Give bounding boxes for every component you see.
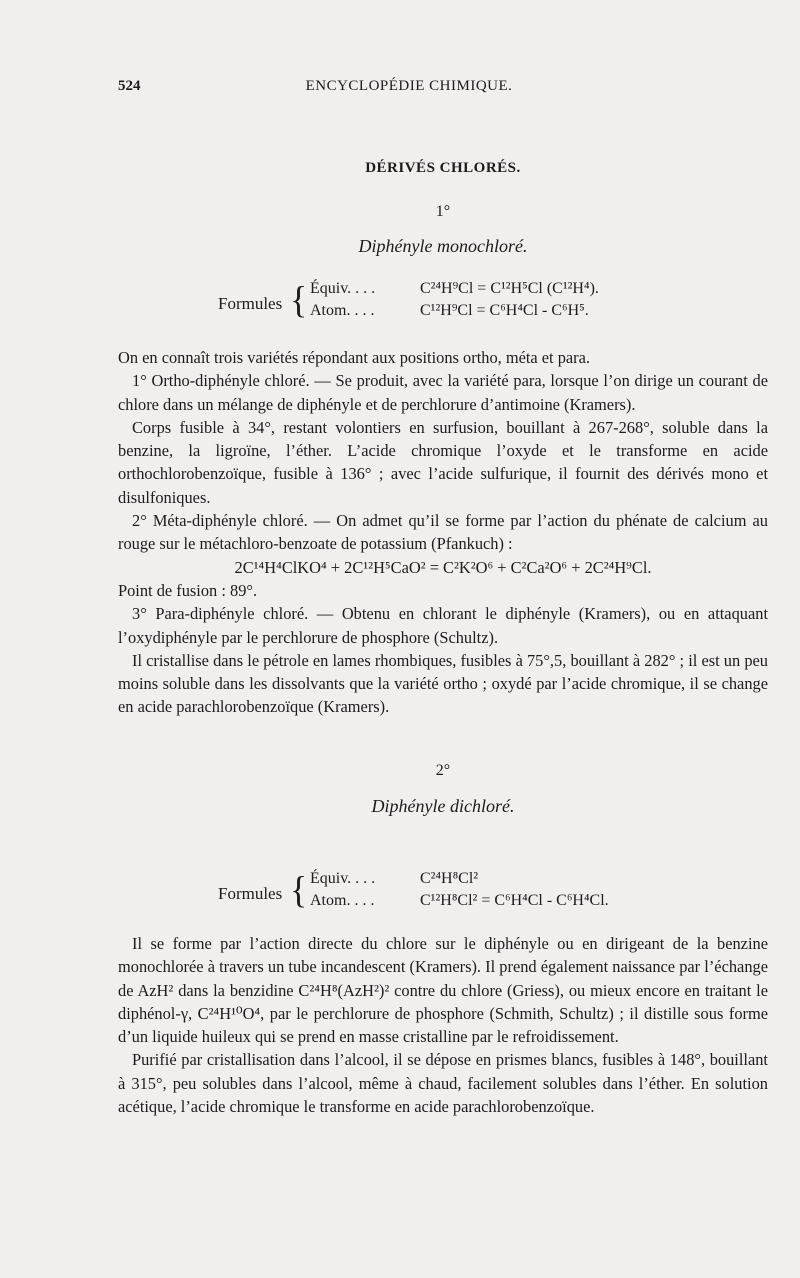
paragraph: Il cristallise dans le pétrole en lames rhombiques, fusibles à 75°,5, bouillant à 282° ; il est un peu moins soluble dans les dissolvants que la variété ortho ; oxydé par l’acide chromique, il se change en acide parachlorobenzoïque (Kramers). (118, 650, 768, 717)
part1-title: Diphényle monochloré. (358, 236, 528, 256)
atom-value: C¹²H⁹Cl = C⁶H⁴Cl - C⁶H⁵. (420, 302, 589, 319)
brace-glyph: { (290, 869, 308, 911)
paragraph: 2° Méta-diphényle chloré. — On admet qu’il se forme par l’action du phénate de calcium au rouge sur le métachloro-benzoate de potassium (Pfankuch) : (118, 511, 768, 554)
running-title: ENCYCLOPÉDIE CHIMIQUE. (305, 78, 513, 94)
paragraph: 3° Para-diphényle chloré. — Obtenu en chlorant le diphényle (Kramers), ou en attaquant l’oxydiphényle par le perchlorure de phosphore (Schultz). (118, 604, 768, 647)
paragraph: Corps fusible à 34°, restant volontiers en surfusion, bouillant à 267-268°, soluble dans la benzine, la ligroïne, l’éther. L’acide chromique l’oxyde et le transforme en acide orthochlorobenzoïque, fusible à 136° ; avec l’acide sulfurique, il fournit des dérivés mono et disulfoniques. (118, 417, 768, 507)
part2-number: 2° (435, 762, 451, 779)
equiv-key: Équiv. . . . (310, 280, 376, 297)
section-title: DÉRIVÉS CHLORÉS. (365, 160, 521, 176)
part1-text (118, 346, 768, 719)
reaction-equation: 2C¹⁴H⁴ClKO⁴ + 2C¹²H⁵CaO² = C²K²O⁶ + C²Ca²O⁶ + 2C²⁴H⁹Cl. (234, 557, 652, 577)
equiv-key: Équiv. . . . (310, 870, 376, 887)
atom-key: Atom. . . . (310, 302, 375, 319)
formulas-label: Formules (218, 294, 283, 313)
equiv-formula-row (310, 280, 599, 298)
paragraph: Purifié par cristallisation dans l’alcool, il se dépose en prismes blancs, fusibles à 148°, bouillant à 315°, peu solubles dans l’alcool, même à chaud, facilement solubles dans l’éther. En solution acétique, l’acide chromique le transforme en acide parachlorobenzoïque. (118, 1050, 768, 1117)
page-number: 524 (118, 78, 141, 94)
part2-title: Diphényle dichloré. (371, 796, 515, 816)
paragraph: Il se forme par l’action directe du chlore sur le diphényle ou en dirigeant de la benzine monochlorée à travers un tube incandescent (Kramers). Il prend également naissance par l’échange de AzH² dans la benzidine C²⁴H⁸(AzH²)² contre du chlore (Griess), ou mieux encore en traitant le diphénol-γ, C²⁴H¹⁰O⁴, par le perchlorure de phosphore (Schmith, Schultz) ; il distille sous forme d’un liquide huileux qui se prend en masse cristalline par le refroidissement. (118, 934, 768, 1047)
running-header (118, 78, 700, 98)
brace-glyph: { (290, 279, 308, 321)
part2-text (118, 932, 768, 1118)
part1-number: 1° (435, 203, 451, 220)
atom-value: C¹²H⁸Cl² = C⁶H⁴Cl - C⁶H⁴Cl. (420, 892, 609, 909)
atom-key: Atom. . . . (310, 892, 375, 909)
equiv-value: C²⁴H⁸Cl² (420, 870, 479, 887)
atom-formula-row (310, 302, 589, 320)
paragraph: 1° Ortho-diphényle chloré. — Se produit, avec la variété para, lorsque l’on dirige un courant de chlore dans un mélange de diphényle et de perchlorure d’antimoine (Kramers). (118, 371, 768, 414)
paragraph: Point de fusion : 89°. (118, 580, 258, 600)
atom-formula-row (310, 892, 609, 910)
paragraph: On en connaît trois variétés répondant aux positions ortho, méta et para. (118, 348, 591, 367)
equiv-formula-row (310, 870, 478, 888)
formulas-label: Formules (218, 884, 283, 903)
equiv-value: C²⁴H⁹Cl = C¹²H⁵Cl (C¹²H⁴). (420, 280, 599, 297)
